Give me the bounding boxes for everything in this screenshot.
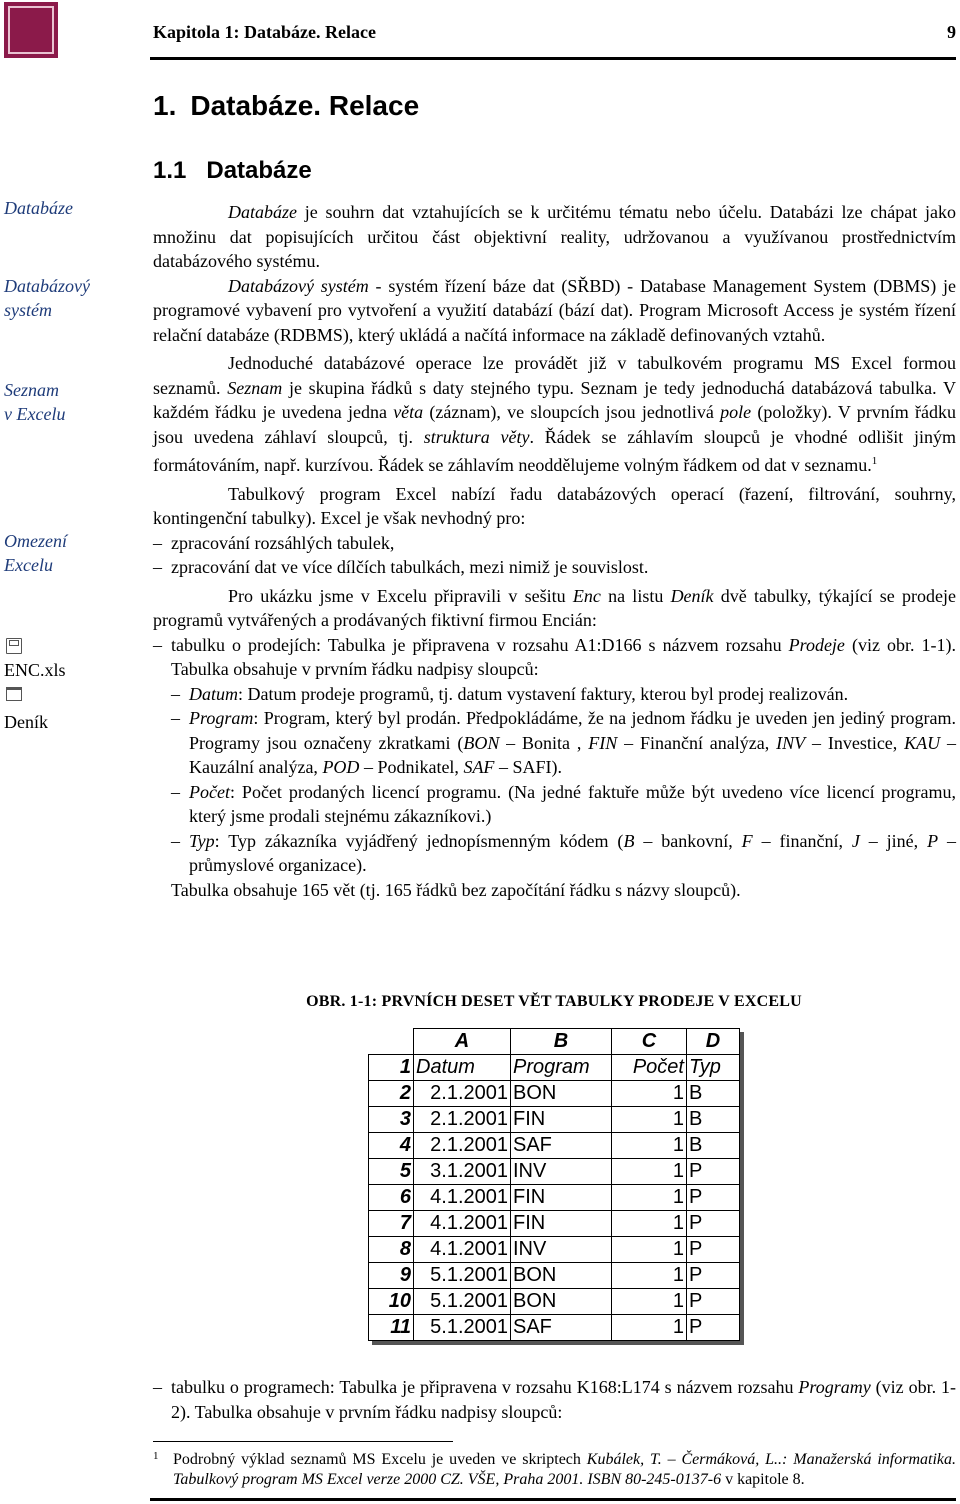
table-cell: 5.1.2001: [414, 1315, 511, 1341]
table-cell: 1: [612, 1211, 687, 1237]
table-cell: P: [687, 1211, 740, 1237]
table-cell: INV: [511, 1159, 612, 1185]
table-cell: SAF: [511, 1315, 612, 1341]
paragraph: Jednoduché databázové operace lze provádět již v tabulkovém programu MS Excel formou seznamů. Seznam je skupina řádků s daty stejného typu. Seznam je tedy jednoduchá databázová tabulka. V každém řádku je uvedena jedna věta (záznam), ve sloupcích jsou jednotlivá pole (položky). V prvním řádku jsou uvedena záhlaví sloupců, tj. struktura věty. Řádek se záhlavím sloupců je vhodné odlišit jiným formátováním, např. kurzívou. Řádek se záhlavím neoddělujeme volným řádkem od dat v seznamu.$^1$: [153, 353, 956, 475]
table-cell: 5.1.2001: [414, 1289, 511, 1315]
sub-list-item: – Počet: Počet prodaných licencí programu. (Na jedné faktuře může být uvedeno více licencí programu, který jsme prodali stejnému zákazníkovi.): [171, 781, 956, 826]
summary-line: Tabulka obsahuje 165 vět (tj. 165 řádků bez započítání řádku s názvy sloupců).: [171, 879, 741, 900]
section-heading: 1.1 Databáze: [153, 157, 312, 184]
margin-note-databaze: Databáze: [4, 198, 73, 218]
table-cell: 2.1.2001: [414, 1081, 511, 1107]
table-cell: 1: [612, 1107, 687, 1133]
paragraph: Pro ukázku jsme v Excelu připravili v sešitu Enc na listu Deník dvě tabulky, týkající se prodeje programů vytvářených a prodávaných fiktivní firmou Encián:: [153, 585, 957, 630]
sheet-icon: [6, 687, 22, 701]
table-cell: P: [687, 1289, 740, 1315]
paragraph: Databázový systém - systém řízení báze dat (SŘBD) - Database Management System (DBMS) je programové vybavení pro vytvoření a využití databází (bází dat). Program Microsoft Access je systém řízení relační databáze (RDBMS), který ukládá a načítá informace na základě definovaných vztahů.: [153, 275, 956, 345]
header-rule: [150, 57, 956, 60]
spreadsheet-table: [368, 1028, 740, 1341]
table-row: [369, 1185, 740, 1211]
margin-note-databazovy-system: Databázový systém: [4, 276, 90, 320]
table-row: [369, 1055, 740, 1081]
table-cell: SAF: [511, 1133, 612, 1159]
table-cell: B: [687, 1133, 740, 1159]
table-cell: FIN: [511, 1107, 612, 1133]
table-cell: 2.1.2001: [414, 1133, 511, 1159]
row-number: 4: [369, 1133, 414, 1159]
margin-note-seznam: Seznam v Excelu: [4, 380, 66, 424]
table-cell: B: [687, 1107, 740, 1133]
table-row: [369, 1289, 740, 1315]
table-cell: P: [687, 1237, 740, 1263]
table-row: [369, 1315, 740, 1341]
column-letter: C: [612, 1029, 687, 1055]
key-icon: [4, 2, 58, 58]
body-text: [153, 200, 956, 902]
body-text-continued: [153, 1375, 956, 1424]
margin-file-name: ENC.xls: [4, 660, 66, 680]
table-cell: P: [687, 1185, 740, 1211]
floppy-disk-icon: [6, 638, 22, 654]
sub-list-item: – Program: Program, který byl prodán. Předpokládáme, že na jednom řádku je uveden jen jediný program. Programy jsou označeny zkratkami (BON – Bonita , FIN – Finanční analýza, INV – Investice, KAU – Kauzální analýza, POD – Podnikatel, SAF – SAFI).: [171, 708, 957, 777]
list-item: – zpracování rozsáhlých tabulek,: [153, 532, 395, 553]
column-letter: A: [414, 1029, 511, 1055]
sub-list-item: – Typ: Typ zákazníka vyjádřený jednopísmenným kódem (B – bankovní, F – finanční, J – jiné, P – průmyslové organizace).: [171, 830, 956, 875]
page-number: 9: [947, 22, 956, 42]
margin-sheet-name: Deník: [4, 712, 48, 732]
table-cell: INV: [511, 1237, 612, 1263]
table-cell: 1: [612, 1133, 687, 1159]
table-cell: 1: [612, 1159, 687, 1185]
paragraph: Databáze je souhrn dat vztahujících se k určitému tématu nebo účelu. Databázi lze chápat jako množinu dat popisujících určitou část objektivní reality, udržovanou a využívanou prostřednictvím databázového systému.: [153, 202, 956, 271]
row-number: 9: [369, 1263, 414, 1289]
table-cell: 4.1.2001: [414, 1185, 511, 1211]
row-number: 10: [369, 1289, 414, 1315]
margin-note-omezeni: Omezení Excelu: [4, 531, 67, 575]
table-cell: 3.1.2001: [414, 1159, 511, 1185]
table-cell: BON: [511, 1081, 612, 1107]
table-cell: B: [687, 1081, 740, 1107]
table-row: [369, 1081, 740, 1107]
list-item: – tabulku o prodejích: Tabulka je připravena v rozsahu A1:D166 s názvem rozsahu Prodeje (viz obr. 1-1). Tabulka obsahuje v prvním řádku nadpisy sloupců:: [153, 634, 956, 679]
table-cell: 1: [612, 1237, 687, 1263]
list-item: – zpracování dat ve více dílčích tabulkách, mezi nimiž je souvislost.: [153, 557, 649, 577]
chapter-heading: 1. Databáze. Relace: [153, 90, 420, 121]
table-cell: 1: [612, 1315, 687, 1341]
row-number: 11: [369, 1315, 414, 1341]
column-letter: B: [511, 1029, 612, 1055]
table-cell: BON: [511, 1263, 612, 1289]
row-number: 2: [369, 1081, 414, 1107]
table-row: [369, 1237, 740, 1263]
figure-caption: OBR. 1-1: PRVNÍCH DESET VĚT TABULKY PRODEJE V EXCELU: [306, 993, 802, 1010]
table-cell: FIN: [511, 1211, 612, 1237]
row-number: 1: [369, 1055, 414, 1081]
table-cell: Datum: [414, 1055, 511, 1081]
column-letters-row: [369, 1029, 740, 1055]
footer-rule: [150, 1498, 956, 1501]
table-cell: Program: [511, 1055, 612, 1081]
table-row: [369, 1211, 740, 1237]
table-row: [369, 1107, 740, 1133]
table-cell: 4.1.2001: [414, 1211, 511, 1237]
paragraph: Tabulkový program Excel nabízí řadu databázových operací (řazení, filtrování, souhrny, kontingenční tabulky). Excel je však nevhodný pro:: [153, 483, 956, 528]
table-row: [369, 1263, 740, 1289]
table-cell: Typ: [687, 1055, 740, 1081]
table-cell: P: [687, 1159, 740, 1185]
table-cell: 1: [612, 1185, 687, 1211]
row-number: 7: [369, 1211, 414, 1237]
row-number: 3: [369, 1107, 414, 1133]
table-cell: 2.1.2001: [414, 1107, 511, 1133]
table-cell: FIN: [511, 1185, 612, 1211]
running-header: Kapitola 1: Databáze. Relace: [153, 22, 376, 42]
footnote-rule: [153, 1441, 453, 1442]
table-row: [369, 1159, 740, 1185]
footnote: 1 Podrobný výklad seznamů MS Excelu je uveden ve skriptech Kubálek, T. – Čermáková, L..: Manažerská informatika. Tabulkový program MS Excel verze 2000 CZ. VŠE, Praha 2001. ISBN 80-245-0137-6 v kapitole 8.: [153, 1450, 957, 1488]
table-cell: P: [687, 1263, 740, 1289]
table-cell: 5.1.2001: [414, 1263, 511, 1289]
table-cell: BON: [511, 1289, 612, 1315]
table-cell: 1: [612, 1081, 687, 1107]
table-cell: 1: [612, 1289, 687, 1315]
list-item: – tabulku o programech: Tabulka je připravena v rozsahu K168:L174 s názvem rozsahu Programy (viz obr. 1-2). Tabulka obsahuje v prvním řádku nadpisy sloupců:: [153, 1377, 956, 1422]
row-number: 6: [369, 1185, 414, 1211]
table-row: [369, 1133, 740, 1159]
column-letter: D: [687, 1029, 740, 1055]
table-cell: 4.1.2001: [414, 1237, 511, 1263]
table-cell: 1: [612, 1263, 687, 1289]
row-number: 8: [369, 1237, 414, 1263]
table-cell: P: [687, 1315, 740, 1341]
sub-list-item: – Datum: Datum prodeje programů, tj. datum vystavení faktury, kterou byl prodej realizován.: [171, 683, 849, 704]
table-cell: Počet: [612, 1055, 687, 1081]
row-number: 5: [369, 1159, 414, 1185]
footnote-ref: 1: [871, 455, 878, 467]
